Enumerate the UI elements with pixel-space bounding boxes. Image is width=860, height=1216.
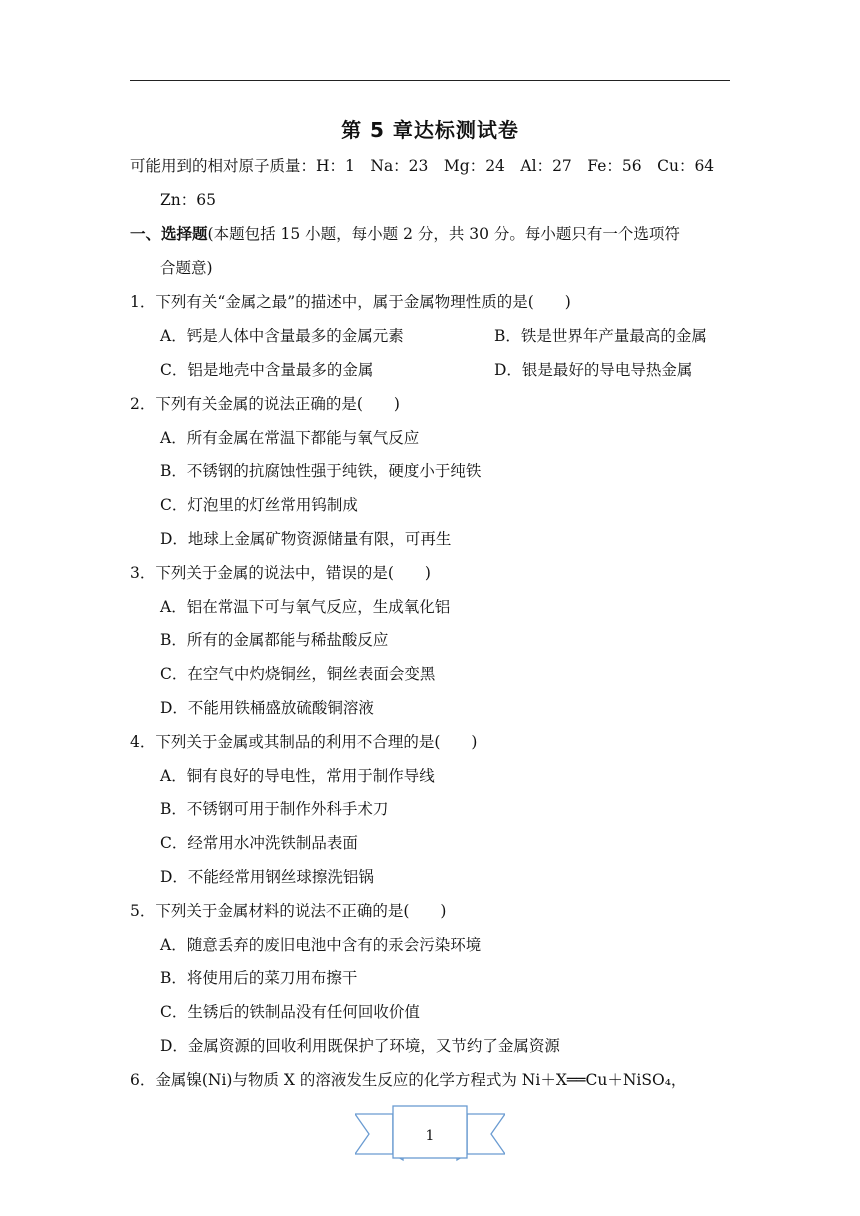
page-title: 第 5 章达标测试卷 [341, 118, 519, 142]
question-3-option-a: A．铝在常温下可与氧气反应，生成氧化铝 [160, 598, 451, 616]
question-5-option-c: C．生锈后的铁制品没有任何回收价值 [160, 1003, 420, 1021]
question-4-option-d: D．不能经常用钢丝球擦洗铝锅 [160, 868, 374, 886]
question-4-stem: 4．下列关于金属或其制品的利用不合理的是( ) [130, 733, 478, 751]
section-title: 一、选择题 [130, 225, 208, 243]
question-3-stem: 3．下列关于金属的说法中，错误的是( ) [130, 564, 431, 582]
question-5-option-b: B．将使用后的菜刀用布擦干 [160, 969, 358, 987]
question-6-stem: 6．金属镍(Ni)与物质 X 的溶液发生反应的化学方程式为 Ni＋X══Cu＋NiSO₄， [130, 1071, 687, 1089]
question-5-option-d: D．金属资源的回收利用既保护了环境，又节约了金属资源 [160, 1037, 560, 1055]
question-4-option-c: C．经常用水冲洗铁制品表面 [160, 834, 358, 852]
page-number: 1 [425, 1128, 435, 1144]
section-heading [130, 224, 680, 244]
question-2-option-d: D．地球上金属矿物资源储量有限，可再生 [160, 530, 452, 548]
question-2-option-b: B．不锈钢的抗腐蚀性强于纯铁，硬度小于纯铁 [160, 462, 482, 480]
question-3-option-b: B．所有的金属都能与稀盐酸反应 [160, 631, 389, 649]
question-1-stem: 1．下列有关“金属之最”的描述中，属于金属物理性质的是( ) [130, 293, 571, 311]
question-1-option-c: C．铝是地壳中含量最多的金属 [160, 361, 374, 379]
question-5-stem: 5．下列关于金属材料的说法不正确的是( ) [130, 902, 447, 920]
question-1-option-d: D．银是最好的导电导热金属 [494, 361, 693, 379]
question-3-option-d: D．不能用铁桶盛放硫酸铜溶液 [160, 699, 374, 717]
header-rule [130, 80, 730, 81]
question-4-option-b: B．不锈钢可用于制作外科手术刀 [160, 800, 389, 818]
question-1-option-a: A．钙是人体中含量最多的金属元素 [160, 327, 404, 345]
atomic-mass-line-1: 可能用到的相对原子质量：H：1 Na：23 Mg：24 Al：27 Fe：56 Cu：64 [130, 157, 715, 175]
question-3-option-c: C．在空气中灼烧铜丝，铜丝表面会变黑 [160, 665, 436, 683]
question-2-option-c: C．灯泡里的灯丝常用钨制成 [160, 496, 358, 514]
atomic-mass-line-2: Zn：65 [160, 191, 216, 209]
question-2-stem: 2．下列有关金属的说法正确的是( ) [130, 395, 400, 413]
section-description: (本题包括 15 小题，每小题 2 分，共 30 分。每小题只有一个选项符 [207, 225, 680, 243]
question-4-option-a: A．铜有良好的导电性，常用于制作导线 [160, 767, 435, 785]
question-5-option-a: A．随意丢弃的废旧电池中含有的汞会污染环境 [160, 936, 482, 954]
question-2-option-a: A．所有金属在常温下都能与氧气反应 [160, 429, 420, 447]
section-description-cont: 合题意) [160, 259, 213, 277]
page-footer [355, 1102, 505, 1164]
question-1-option-b: B．铁是世界年产量最高的金属 [494, 327, 707, 345]
